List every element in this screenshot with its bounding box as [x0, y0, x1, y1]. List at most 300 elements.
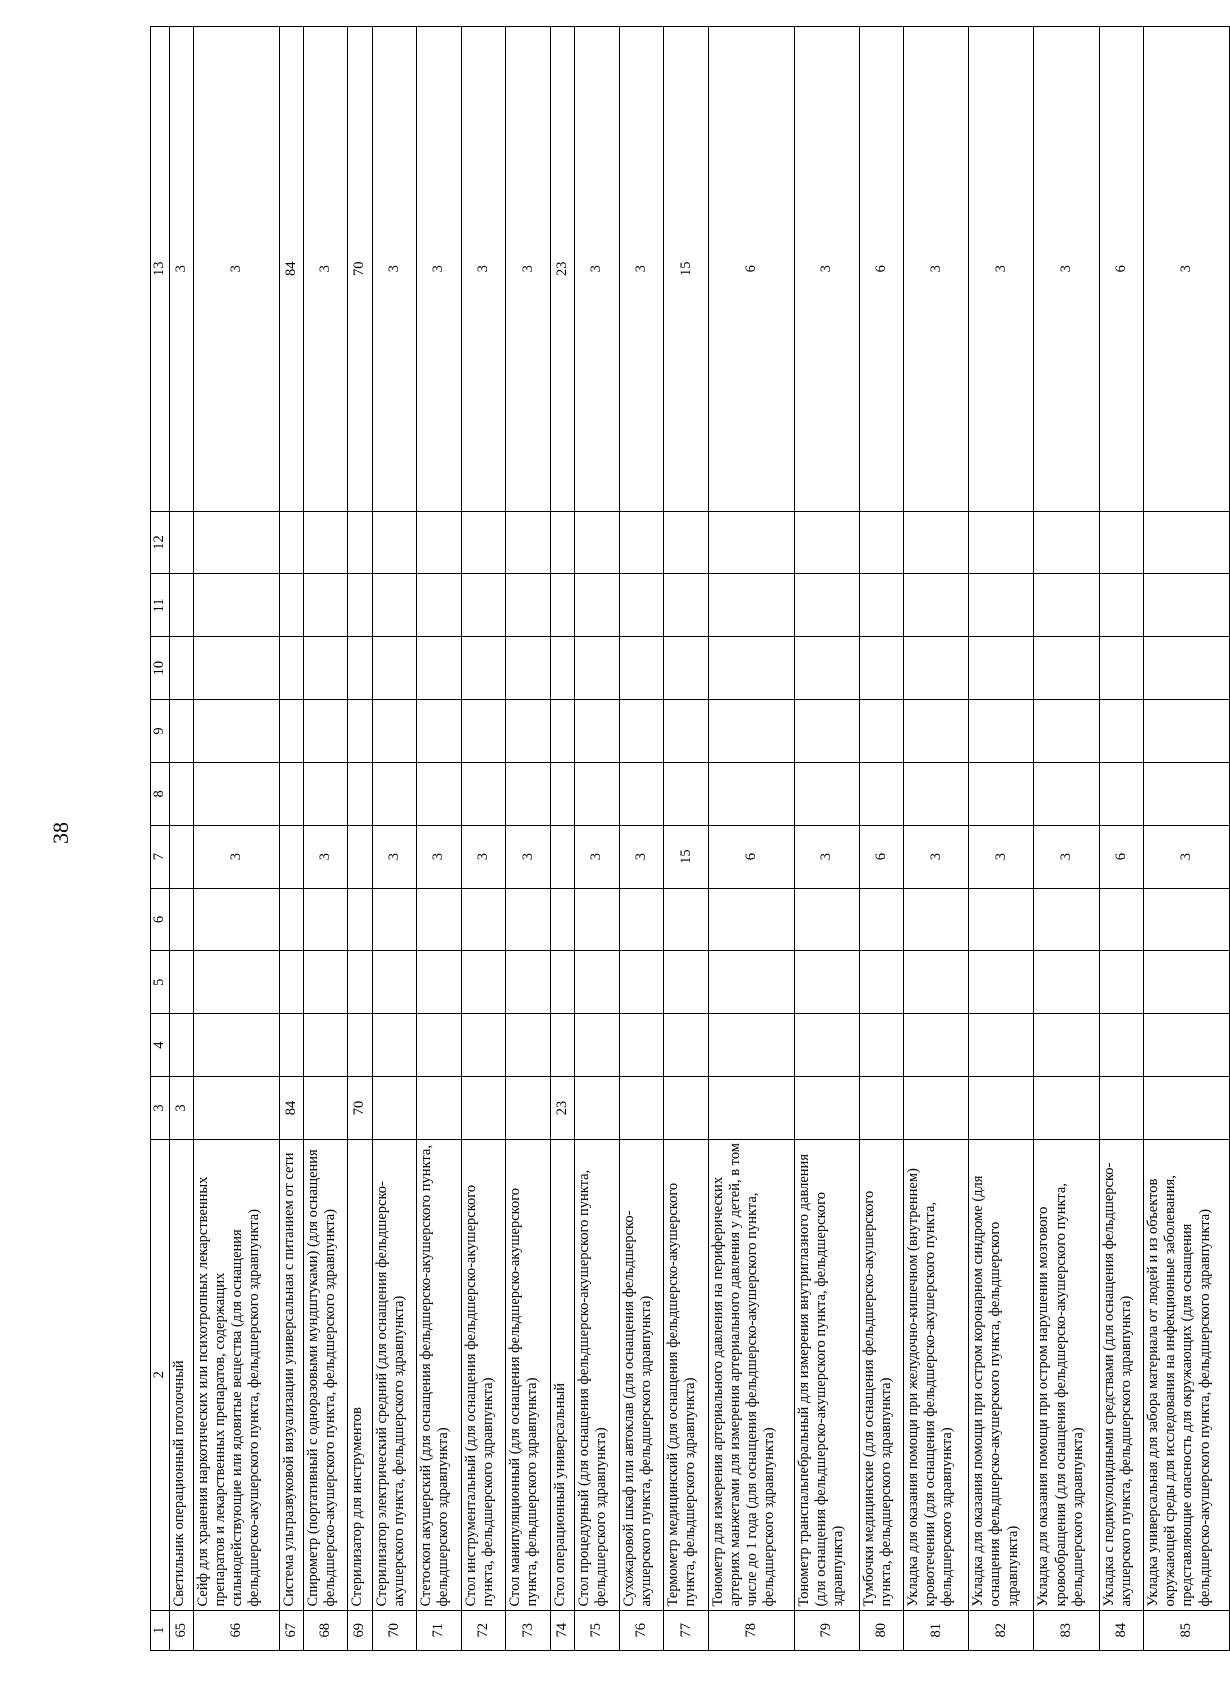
quantity-cell-col-3 [575, 1077, 620, 1140]
quantity-cell-col-8 [664, 762, 709, 825]
quantity-cell-col-7 [279, 825, 303, 888]
quantity-cell-col-7: 3 [794, 825, 859, 888]
item-name-cell: Тонометр для измерения артериального давления на периферических артериях манжетами для измерения артериального давления у детей, в том числе до 1 года (для оснащения фельдшерско-акушерского пункта, фельдшерского здравпункта) [708, 1139, 794, 1610]
quantity-cell-col-5 [904, 951, 969, 1014]
quantity-cell-col-11 [1099, 574, 1144, 637]
table-row [664, 27, 709, 1651]
quantity-cell-col-7 [550, 825, 574, 888]
row-number-cell: 68 [303, 1610, 348, 1650]
quantity-cell-col-12 [575, 511, 620, 574]
item-name-cell: Спирометр (портативный с одноразовыми мундштуками) (для оснащения фельдшерско-акушерского пункта, фельдшерского здравпункта) [303, 1139, 348, 1610]
quantity-cell-col-5 [969, 951, 1034, 1014]
quantity-cell-col-10 [794, 637, 859, 700]
row-number-cell: 65 [170, 1610, 194, 1650]
quantity-cell-col-6 [506, 888, 551, 951]
quantity-cell-col-10 [664, 637, 709, 700]
quantity-cell-col-3: 84 [279, 1077, 303, 1140]
quantity-cell-col-4 [506, 1014, 551, 1077]
table-row [506, 27, 551, 1651]
quantity-cell-col-12 [417, 511, 462, 574]
quantity-cell-col-12 [619, 511, 664, 574]
quantity-cell-col-12 [708, 511, 794, 574]
quantity-cell-col-12 [1099, 511, 1144, 574]
item-name-cell: Система ультразвуковой визуализации универсальная с питанием от сети [279, 1139, 303, 1610]
quantity-cell-col-5 [619, 951, 664, 1014]
quantity-cell-col-12 [794, 511, 859, 574]
quantity-cell-col-5 [575, 951, 620, 1014]
quantity-cell-col-6 [170, 888, 194, 951]
quantity-cell-col-3 [1099, 1077, 1144, 1140]
equipment-table-container [150, 26, 1230, 1651]
table-row [303, 27, 348, 1651]
item-name-cell: Укладка для оказания помощи при остром нарушении мозгового кровообращения (для оснащения фельдшерско-акушерского пункта, фельдшерского здравпункта) [1034, 1139, 1099, 1610]
quantity-cell-col-10 [506, 637, 551, 700]
quantity-cell-col-13: 3 [794, 27, 859, 512]
quantity-cell-col-5 [194, 951, 280, 1014]
item-name-cell: Стерилизатор электрический средний (для оснащения фельдшерско-акушерского пункта, фельдшерского здравпункта) [372, 1139, 417, 1610]
column-header-5: 5 [151, 951, 170, 1014]
quantity-cell-col-5 [372, 951, 417, 1014]
table-row [372, 27, 417, 1651]
quantity-cell-col-8 [194, 762, 280, 825]
quantity-cell-col-11 [1034, 574, 1099, 637]
quantity-cell-col-13: 3 [619, 27, 664, 512]
quantity-cell-col-11 [1144, 574, 1230, 637]
quantity-cell-col-5 [417, 951, 462, 1014]
quantity-cell-col-9 [194, 700, 280, 763]
quantity-cell-col-11 [461, 574, 506, 637]
table-row [1034, 27, 1099, 1651]
quantity-cell-col-7: 3 [417, 825, 462, 888]
quantity-cell-col-12 [506, 511, 551, 574]
row-number-cell: 69 [348, 1610, 372, 1650]
quantity-cell-col-8 [794, 762, 859, 825]
quantity-cell-col-6 [969, 888, 1034, 951]
quantity-cell-col-4 [1144, 1014, 1230, 1077]
quantity-cell-col-13: 3 [303, 27, 348, 512]
quantity-cell-col-12 [904, 511, 969, 574]
quantity-cell-col-4 [969, 1014, 1034, 1077]
item-name-cell: Стол манипуляционный (для оснащения фельдшерско-акушерского пункта, фельдшерского здравпункта) [506, 1139, 551, 1610]
quantity-cell-col-6 [279, 888, 303, 951]
quantity-cell-col-9 [170, 700, 194, 763]
quantity-cell-col-4 [194, 1014, 280, 1077]
quantity-cell-col-12 [1144, 511, 1230, 574]
quantity-cell-col-4 [279, 1014, 303, 1077]
quantity-cell-col-13: 6 [1099, 27, 1144, 512]
column-header-12: 12 [151, 511, 170, 574]
quantity-cell-col-13: 6 [859, 27, 904, 512]
quantity-cell-col-13: 3 [1144, 27, 1230, 512]
row-number-cell: 81 [904, 1610, 969, 1650]
quantity-cell-col-3 [708, 1077, 794, 1140]
quantity-cell-col-13: 3 [904, 27, 969, 512]
quantity-cell-col-6 [1099, 888, 1144, 951]
row-number-cell: 85 [1144, 1610, 1230, 1650]
item-name-cell: Стерилизатор для инструментов [348, 1139, 372, 1610]
quantity-cell-col-6 [708, 888, 794, 951]
quantity-cell-col-10 [417, 637, 462, 700]
quantity-cell-col-7 [348, 825, 372, 888]
quantity-cell-col-3 [372, 1077, 417, 1140]
quantity-cell-col-6 [619, 888, 664, 951]
item-name-cell: Стол операционный универсальный [550, 1139, 574, 1610]
quantity-cell-col-11 [969, 574, 1034, 637]
column-header-7: 7 [151, 825, 170, 888]
quantity-cell-col-12 [348, 511, 372, 574]
quantity-cell-col-10 [279, 637, 303, 700]
quantity-cell-col-9 [417, 700, 462, 763]
quantity-cell-col-5 [348, 951, 372, 1014]
quantity-cell-col-5 [794, 951, 859, 1014]
quantity-cell-col-7: 3 [619, 825, 664, 888]
quantity-cell-col-10 [1144, 637, 1230, 700]
quantity-cell-col-12 [859, 511, 904, 574]
quantity-cell-col-8 [1099, 762, 1144, 825]
item-name-cell: Стол процедурный (для оснащения фельдшерско-акушерского пункта, фельдшерского здравпункта) [575, 1139, 620, 1610]
quantity-cell-col-7: 3 [461, 825, 506, 888]
quantity-cell-col-5 [550, 951, 574, 1014]
quantity-cell-col-12 [279, 511, 303, 574]
quantity-cell-col-3 [904, 1077, 969, 1140]
quantity-cell-col-11 [348, 574, 372, 637]
quantity-cell-col-7: 3 [904, 825, 969, 888]
quantity-cell-col-11 [279, 574, 303, 637]
column-header-11: 11 [151, 574, 170, 637]
quantity-cell-col-8 [575, 762, 620, 825]
quantity-cell-col-4 [303, 1014, 348, 1077]
quantity-cell-col-11 [506, 574, 551, 637]
quantity-cell-col-9 [303, 700, 348, 763]
row-number-cell: 80 [859, 1610, 904, 1650]
quantity-cell-col-5 [708, 951, 794, 1014]
quantity-cell-col-3: 23 [550, 1077, 574, 1140]
quantity-cell-col-13: 3 [506, 27, 551, 512]
quantity-cell-col-8 [170, 762, 194, 825]
quantity-cell-col-8 [904, 762, 969, 825]
row-number-cell: 75 [575, 1610, 620, 1650]
quantity-cell-col-7: 3 [303, 825, 348, 888]
quantity-cell-col-7: 6 [859, 825, 904, 888]
quantity-cell-col-3 [794, 1077, 859, 1140]
table-row [417, 27, 462, 1651]
quantity-cell-col-10 [194, 637, 280, 700]
quantity-cell-col-12 [303, 511, 348, 574]
quantity-cell-col-5 [461, 951, 506, 1014]
table-row [1099, 27, 1144, 1651]
quantity-cell-col-3: 3 [170, 1077, 194, 1140]
quantity-cell-col-8 [372, 762, 417, 825]
quantity-cell-col-12 [372, 511, 417, 574]
quantity-cell-col-12 [1034, 511, 1099, 574]
quantity-cell-col-5 [170, 951, 194, 1014]
equipment-table [150, 26, 1230, 1651]
quantity-cell-col-6 [1144, 888, 1230, 951]
quantity-cell-col-4 [1099, 1014, 1144, 1077]
quantity-cell-col-4 [170, 1014, 194, 1077]
quantity-cell-col-3 [303, 1077, 348, 1140]
quantity-cell-col-6 [664, 888, 709, 951]
column-header-10: 10 [151, 637, 170, 700]
quantity-cell-col-10 [303, 637, 348, 700]
row-number-cell: 83 [1034, 1610, 1099, 1650]
quantity-cell-col-4 [859, 1014, 904, 1077]
quantity-cell-col-4 [348, 1014, 372, 1077]
quantity-cell-col-10 [372, 637, 417, 700]
quantity-cell-col-9 [506, 700, 551, 763]
item-name-cell: Стол инструментальный (для оснащения фельдшерско-акушерского пункта, фельдшерского здравпункта) [461, 1139, 506, 1610]
table-row [170, 27, 194, 1651]
quantity-cell-col-3 [194, 1077, 280, 1140]
column-header-8: 8 [151, 762, 170, 825]
row-number-cell: 71 [417, 1610, 462, 1650]
quantity-cell-col-11 [550, 574, 574, 637]
row-number-cell: 78 [708, 1610, 794, 1650]
quantity-cell-col-6 [348, 888, 372, 951]
item-name-cell: Стетоскоп акушерский (для оснащения фельдшерско-акушерского пункта, фельдшерского здравпункта) [417, 1139, 462, 1610]
column-header-2: 2 [151, 1139, 170, 1610]
quantity-cell-col-4 [619, 1014, 664, 1077]
quantity-cell-col-12 [664, 511, 709, 574]
table-row [619, 27, 664, 1651]
column-header-9: 9 [151, 700, 170, 763]
quantity-cell-col-6 [417, 888, 462, 951]
quantity-cell-col-13: 3 [1034, 27, 1099, 512]
quantity-cell-col-11 [619, 574, 664, 637]
quantity-cell-col-13: 3 [170, 27, 194, 512]
quantity-cell-col-10 [550, 637, 574, 700]
quantity-cell-col-6 [904, 888, 969, 951]
quantity-cell-col-6 [194, 888, 280, 951]
quantity-cell-col-6 [794, 888, 859, 951]
column-header-3: 3 [151, 1077, 170, 1140]
quantity-cell-col-8 [303, 762, 348, 825]
item-name-cell: Тумбочки медицинские (для оснащения фельдшерско-акушерского пункта, фельдшерского здравпункта) [859, 1139, 904, 1610]
quantity-cell-col-6 [550, 888, 574, 951]
quantity-cell-col-12 [969, 511, 1034, 574]
row-number-cell: 79 [794, 1610, 859, 1650]
row-number-cell: 84 [1099, 1610, 1144, 1650]
quantity-cell-col-9 [859, 700, 904, 763]
quantity-cell-col-9 [550, 700, 574, 763]
item-name-cell: Тонометр транспальпебральный для измерения внутриглазного давления (для оснащения фельдшерско-акушерского пункта, фельдшерского здравпункта) [794, 1139, 859, 1610]
quantity-cell-col-8 [506, 762, 551, 825]
table-row [904, 27, 969, 1651]
quantity-cell-col-3: 70 [348, 1077, 372, 1140]
quantity-cell-col-3 [664, 1077, 709, 1140]
row-number-cell: 73 [506, 1610, 551, 1650]
quantity-cell-col-12 [194, 511, 280, 574]
quantity-cell-col-10 [708, 637, 794, 700]
table-row [859, 27, 904, 1651]
quantity-cell-col-9 [1034, 700, 1099, 763]
table-row [348, 27, 372, 1651]
item-name-cell: Укладка универсальная для забора материала от людей и из объектов окружающей среды для исследования на инфекционные заболевания, представляющие опасность для окружающих (для оснащения фельдшерско-акушерского пункта, фельдшерского здравпункта) [1144, 1139, 1230, 1610]
quantity-cell-col-8 [550, 762, 574, 825]
quantity-cell-col-11 [372, 574, 417, 637]
quantity-cell-col-9 [969, 700, 1034, 763]
row-number-cell: 70 [372, 1610, 417, 1650]
column-header-6: 6 [151, 888, 170, 951]
row-number-cell: 74 [550, 1610, 574, 1650]
quantity-cell-col-13: 3 [461, 27, 506, 512]
quantity-cell-col-13: 84 [279, 27, 303, 512]
quantity-cell-col-10 [904, 637, 969, 700]
quantity-cell-col-4 [708, 1014, 794, 1077]
quantity-cell-col-9 [348, 700, 372, 763]
quantity-cell-col-10 [170, 637, 194, 700]
row-number-cell: 67 [279, 1610, 303, 1650]
quantity-cell-col-7 [170, 825, 194, 888]
item-name-cell: Укладка для оказания помощи при желудочно-кишечном (внутреннем) кровотечении (для оснащения фельдшерско-акушерского пункта, фельдшерского здравпункта) [904, 1139, 969, 1610]
quantity-cell-col-7: 3 [506, 825, 551, 888]
quantity-cell-col-3 [1034, 1077, 1099, 1140]
quantity-cell-col-7: 3 [1144, 825, 1230, 888]
header-row [151, 27, 170, 1651]
quantity-cell-col-13: 15 [664, 27, 709, 512]
quantity-cell-col-3 [506, 1077, 551, 1140]
row-number-cell: 82 [969, 1610, 1034, 1650]
quantity-cell-col-7: 3 [969, 825, 1034, 888]
table-row [969, 27, 1034, 1651]
table-row [550, 27, 574, 1651]
quantity-cell-col-8 [461, 762, 506, 825]
item-name-cell: Сейф для хранения наркотических или психотропных лекарственных препаратов и лекарственных препаратов, содержащих сильнодействующие или ядовитые вещества (для оснащения фельдшерско-акушерского пункта, фельдшерского здравпункта) [194, 1139, 280, 1610]
quantity-cell-col-9 [575, 700, 620, 763]
table-row [794, 27, 859, 1651]
quantity-cell-col-10 [859, 637, 904, 700]
quantity-cell-col-8 [859, 762, 904, 825]
quantity-cell-col-5 [1034, 951, 1099, 1014]
table-row [461, 27, 506, 1651]
quantity-cell-col-4 [794, 1014, 859, 1077]
item-name-cell: Укладка для оказания помощи при остром коронарном синдроме (для оснащения фельдшерско-акушерского пункта, фельдшерского здравпункта) [969, 1139, 1034, 1610]
quantity-cell-col-7: 3 [575, 825, 620, 888]
quantity-cell-col-9 [1144, 700, 1230, 763]
quantity-cell-col-5 [1144, 951, 1230, 1014]
quantity-cell-col-9 [708, 700, 794, 763]
quantity-cell-col-12 [461, 511, 506, 574]
quantity-cell-col-10 [575, 637, 620, 700]
quantity-cell-col-8 [417, 762, 462, 825]
quantity-cell-col-13: 23 [550, 27, 574, 512]
quantity-cell-col-5 [279, 951, 303, 1014]
table-row [279, 27, 303, 1651]
quantity-cell-col-13: 3 [575, 27, 620, 512]
quantity-cell-col-10 [1034, 637, 1099, 700]
quantity-cell-col-9 [461, 700, 506, 763]
quantity-cell-col-6 [859, 888, 904, 951]
quantity-cell-col-3 [417, 1077, 462, 1140]
quantity-cell-col-11 [194, 574, 280, 637]
column-header-1: 1 [151, 1610, 170, 1650]
quantity-cell-col-9 [794, 700, 859, 763]
quantity-cell-col-11 [859, 574, 904, 637]
quantity-cell-col-11 [904, 574, 969, 637]
table-row [194, 27, 280, 1651]
item-name-cell: Светильник операционный потолочный [170, 1139, 194, 1610]
quantity-cell-col-3 [1144, 1077, 1230, 1140]
quantity-cell-col-3 [461, 1077, 506, 1140]
quantity-cell-col-11 [708, 574, 794, 637]
page-number: 38 [48, 822, 73, 844]
quantity-cell-col-12 [550, 511, 574, 574]
quantity-cell-col-11 [303, 574, 348, 637]
quantity-cell-col-13: 70 [348, 27, 372, 512]
quantity-cell-col-5 [506, 951, 551, 1014]
quantity-cell-col-7: 3 [1034, 825, 1099, 888]
quantity-cell-col-5 [664, 951, 709, 1014]
quantity-cell-col-4 [904, 1014, 969, 1077]
quantity-cell-col-4 [417, 1014, 462, 1077]
quantity-cell-col-6 [575, 888, 620, 951]
quantity-cell-col-10 [619, 637, 664, 700]
quantity-cell-col-3 [969, 1077, 1034, 1140]
quantity-cell-col-7: 6 [1099, 825, 1144, 888]
quantity-cell-col-6 [303, 888, 348, 951]
quantity-cell-col-12 [170, 511, 194, 574]
quantity-cell-col-8 [1144, 762, 1230, 825]
item-name-cell: Сухожаровой шкаф или автоклав (для оснащения фельдшерско-акушерского пункта, фельдшерского здравпункта) [619, 1139, 664, 1610]
quantity-cell-col-8 [279, 762, 303, 825]
column-header-4: 4 [151, 1014, 170, 1077]
quantity-cell-col-9 [619, 700, 664, 763]
row-number-cell: 77 [664, 1610, 709, 1650]
quantity-cell-col-8 [619, 762, 664, 825]
quantity-cell-col-13: 3 [372, 27, 417, 512]
quantity-cell-col-5 [303, 951, 348, 1014]
quantity-cell-col-4 [550, 1014, 574, 1077]
quantity-cell-col-7: 3 [372, 825, 417, 888]
quantity-cell-col-5 [859, 951, 904, 1014]
item-name-cell: Укладка с педикулоцидными средствами (для оснащения фельдшерско-акушерского пункта, фельдшерского здравпункта) [1099, 1139, 1144, 1610]
quantity-cell-col-11 [417, 574, 462, 637]
quantity-cell-col-6 [461, 888, 506, 951]
quantity-cell-col-10 [348, 637, 372, 700]
quantity-cell-col-6 [1034, 888, 1099, 951]
quantity-cell-col-8 [1034, 762, 1099, 825]
table-row [708, 27, 794, 1651]
quantity-cell-col-7: 15 [664, 825, 709, 888]
item-name-cell: Термометр медицинский (для оснащения фельдшерско-акушерского пункта, фельдшерского здравпункта) [664, 1139, 709, 1610]
quantity-cell-col-5 [1099, 951, 1144, 1014]
quantity-cell-col-4 [575, 1014, 620, 1077]
quantity-cell-col-7: 6 [708, 825, 794, 888]
quantity-cell-col-8 [348, 762, 372, 825]
quantity-cell-col-4 [372, 1014, 417, 1077]
table-row [1144, 27, 1230, 1651]
quantity-cell-col-11 [575, 574, 620, 637]
quantity-cell-col-9 [904, 700, 969, 763]
quantity-cell-col-9 [372, 700, 417, 763]
quantity-cell-col-4 [461, 1014, 506, 1077]
quantity-cell-col-11 [664, 574, 709, 637]
quantity-cell-col-9 [1099, 700, 1144, 763]
quantity-cell-col-10 [461, 637, 506, 700]
quantity-cell-col-6 [372, 888, 417, 951]
quantity-cell-col-13: 6 [708, 27, 794, 512]
quantity-cell-col-10 [1099, 637, 1144, 700]
quantity-cell-col-13: 3 [194, 27, 280, 512]
quantity-cell-col-11 [170, 574, 194, 637]
row-number-cell: 76 [619, 1610, 664, 1650]
quantity-cell-col-4 [1034, 1014, 1099, 1077]
quantity-cell-col-7: 3 [194, 825, 280, 888]
column-header-13: 13 [151, 27, 170, 512]
quantity-cell-col-8 [708, 762, 794, 825]
quantity-cell-col-8 [969, 762, 1034, 825]
quantity-cell-col-13: 3 [969, 27, 1034, 512]
